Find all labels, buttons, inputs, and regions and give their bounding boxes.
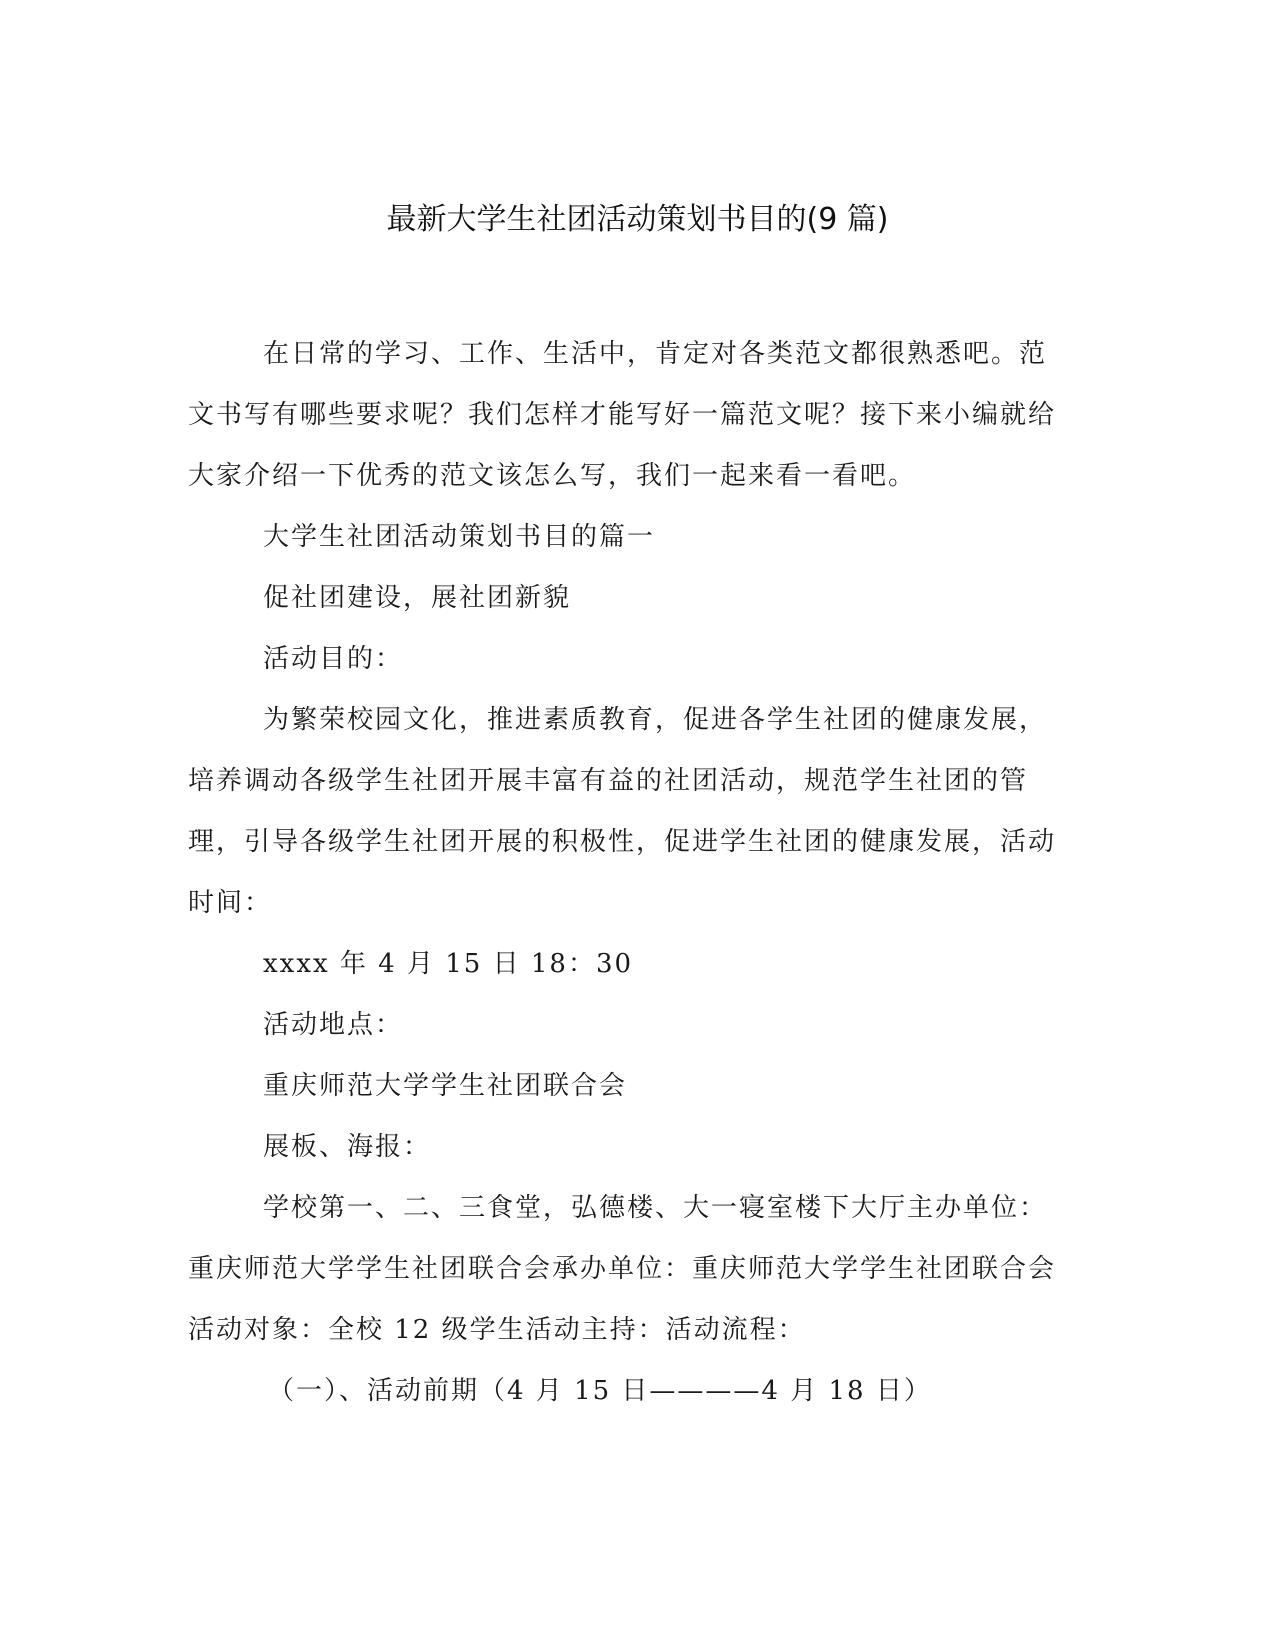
label-activity-location: 活动地点： [263,1010,404,1040]
activity-time-value: xxxx 年 4 月 15 日 18：30 [263,949,634,979]
slogan-line: 促社团建设，展社团新貌 [263,583,572,613]
label-boards-posters: 展板、海报： [263,1132,432,1162]
phase-heading: （一）、活动前期（4 月 15 日————4 月 18 日） [268,1376,932,1406]
organizer-paragraph: 学校第一、二、三食堂，弘德楼、大一寝室楼下大厅主办单位：重庆师范大学学生社团联合会承办单位：重庆师范大学学生社团联合会活动对象：全校 12 级学生活动主持：活动流程： [188,1193,1057,1345]
document-body [188,324,1068,1422]
activity-location-value: 重庆师范大学学生社团联合会 [263,1071,628,1101]
section-heading: 大学生社团活动策划书目的篇一 [263,522,656,552]
intro-paragraph: 在日常的学习、工作、生活中，肯定对各类范文都很熟悉吧。范文书写有哪些要求呢？我们怎样才能写好一篇范文呢？接下来小编就给大家介绍一下优秀的范文该怎么写，我们一起来看一看吧。 [188,339,1057,491]
document-title: 最新大学生社团活动策划书目的(9 篇) [386,202,889,237]
label-activity-purpose: 活动目的： [263,644,404,674]
purpose-paragraph: 为繁荣校园文化，推进素质教育，促进各学生社团的健康发展，培养调动各级学生社团开展丰富有益的社团活动，规范学生社团的管理，引导各级学生社团开展的积极性，促进学生社团的健康发展，活动时间： [188,705,1057,918]
